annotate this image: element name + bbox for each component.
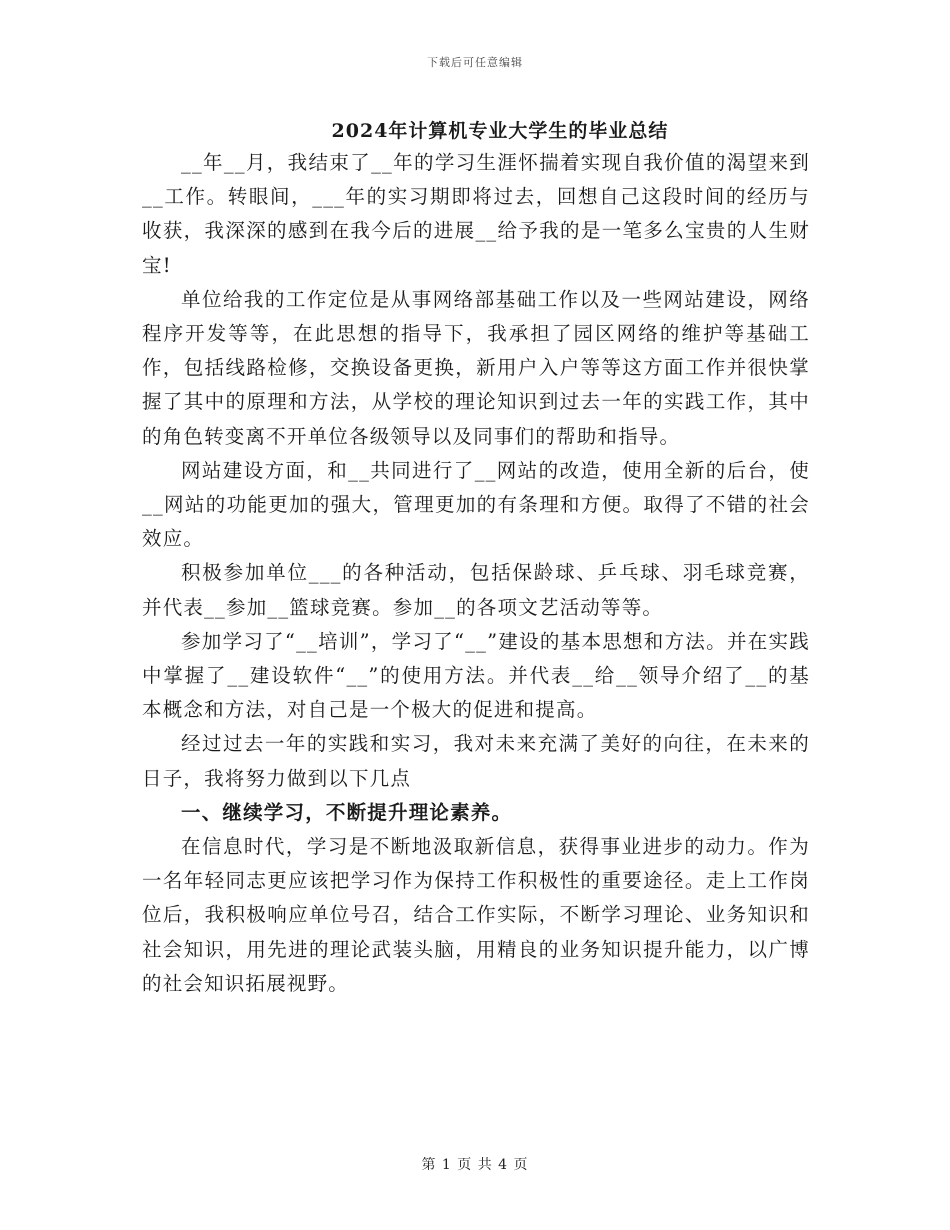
section-heading: 一、继续学习，不断提升理论素养。 [181,800,513,824]
paragraph: 积极参加单位___的各种活动，包括保龄球、乒乓球、羽毛球竞赛，并代表__参加__篮球竞赛。参加__的各项文艺活动等等。 [142,561,810,619]
paragraph: __年__月，我结束了__年的学习生涯怀揣着实现自我价值的渴望来到__工作。转眼间，___年的实习期即将过去，回想自己这段时间的经历与收获，我深深的感到在我今后的进展__给予我的是一笔多么宝贵的人生财宝! [142,151,810,277]
document-title: 2024年计算机专业大学生的毕业总结 [331,120,669,142]
page-number-footer: 第 1 页 共 4 页 [421,1157,529,1173]
paragraph: 参加学习了“__培训”，学习了“__”建设的基本思想和方法。并在实践中掌握了__建设软件“__”的使用方法。并代表__给__领导介绍了__的基本概念和方法，对自己是一个极大的促进和提高。 [142,629,810,722]
paragraph: 在信息时代，学习是不断地汲取新信息，获得事业进步的动力。作为一名年轻同志更应该把学习作为保持工作积极性的重要途径。走上工作岗位后，我积极响应单位号召，结合工作实际，不断学习理论、业务知识和社会知识，用先进的理论武装头脑，用精良的业务知识提升能力，以广博的社会知识拓展视野。 [142,835,810,995]
paragraph: 单位给我的工作定位是从事网络部基础工作以及一些网站建设，网络程序开发等等，在此思想的指导下，我承担了园区网络的维护等基础工作，包括线路检修，交换设备更换，新用户入户等等这方面工作并很快掌握了其中的原理和方法，从学校的理论知识到过去一年的实践工作，其中的角色转变离不开单位各级领导以及同事们的帮助和指导。 [142,287,810,448]
paragraph: 网站建设方面，和__共同进行了__网站的改造，使用全新的后台，使__网站的功能更加的强大，管理更加的有条理和方便。取得了不错的社会效应。 [142,458,810,551]
document-body [142,146,810,1001]
header-note: 下载后可任意编辑 [427,56,523,69]
paragraph: 经过过去一年的实践和实习，我对未来充满了美好的向往，在未来的日子，我将努力做到以下几点 [142,732,810,790]
